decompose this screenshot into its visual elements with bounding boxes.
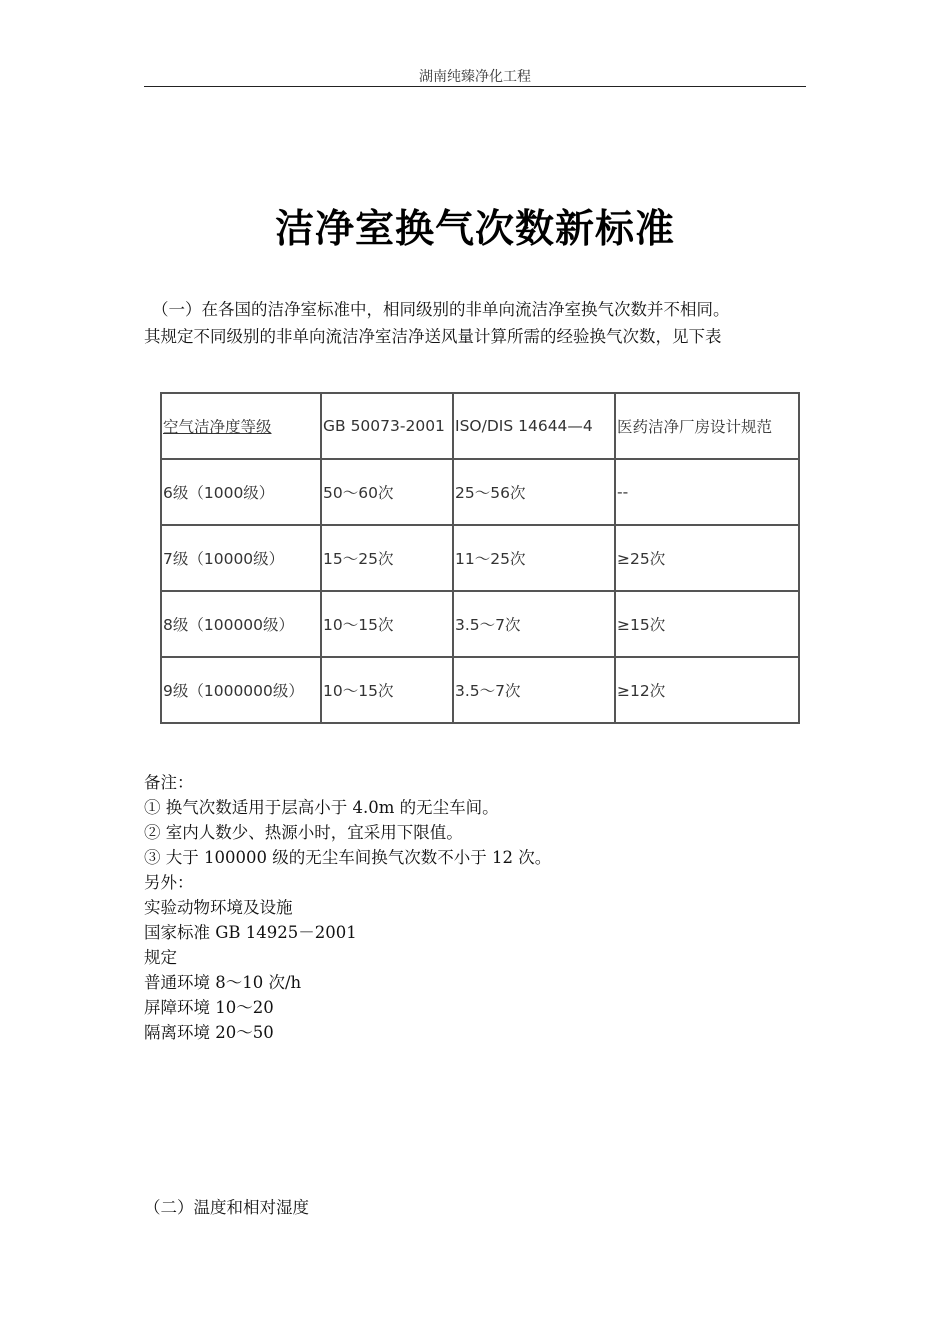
table-header-cell: 空气洁净度等级 [161, 393, 321, 459]
table-cell: 11～25次 [453, 525, 615, 591]
table-header-cell: GB 50073-2001 [321, 393, 453, 459]
table-cell: ≥25次 [615, 525, 799, 591]
page-title: 洁净室换气次数新标准 [274, 207, 675, 252]
table-cell: 3.5～7次 [453, 657, 615, 723]
note-item: ③ 大于 100000 级的无尘车间换气次数不小于 12 次。 [144, 848, 552, 867]
air-change-table [160, 392, 800, 724]
table-cell: -- [615, 459, 799, 525]
table-cell: 15～25次 [321, 525, 453, 591]
page-header: 湖南纯臻净化工程 [419, 69, 531, 85]
notes-line: 普通环境 8～10 次/h [144, 973, 302, 992]
table-cell: 10～15次 [321, 591, 453, 657]
note-item: ① 换气次数适用于层高小于 4.0m 的无尘车间。 [144, 798, 499, 817]
notes-line: 另外： [144, 873, 194, 892]
notes-block [144, 770, 784, 1045]
note-item: ② 室内人数少、热源小时，宜采用下限值。 [144, 823, 463, 842]
notes-line: 国家标准 GB 14925－2001 [144, 923, 357, 942]
air-change-table-image [160, 392, 800, 724]
table-row [161, 591, 799, 657]
table-header-cell: ISO/DIS 14644—4 [453, 393, 615, 459]
notes-heading: 备注： [144, 773, 194, 792]
table-cell: ≥12次 [615, 657, 799, 723]
header-divider [144, 86, 806, 87]
table-header-cell: 医药洁净厂房设计规范 [615, 393, 799, 459]
table-cell: 8级（100000级） [161, 591, 321, 657]
table-row [161, 657, 799, 723]
intro-line-1: （一）在各国的洁净室标准中，相同级别的非单向流洁净室换气次数并不相同。 [152, 300, 730, 319]
table-cell: 50～60次 [321, 459, 453, 525]
intro-paragraph [144, 296, 824, 350]
table-cell: 3.5～7次 [453, 591, 615, 657]
table-cell: 7级（10000级） [161, 525, 321, 591]
table-row [161, 459, 799, 525]
notes-line: 隔离环境 20～50 [144, 1023, 274, 1042]
section-heading-2: （二）温度和相对湿度 [144, 1198, 309, 1217]
notes-line: 规定 [144, 948, 177, 967]
table-cell: 6级（1000级） [161, 459, 321, 525]
table-cell: 25～56次 [453, 459, 615, 525]
table-row [161, 525, 799, 591]
table-header-row [161, 393, 799, 459]
intro-line-2: 其规定不同级别的非单向流洁净室洁净送风量计算所需的经验换气次数，见下表 [144, 327, 722, 346]
notes-line: 屏障环境 10～20 [144, 998, 274, 1017]
table-cell: 10～15次 [321, 657, 453, 723]
notes-line: 实验动物环境及设施 [144, 898, 293, 917]
table-cell: 9级（1000000级） [161, 657, 321, 723]
table-cell: ≥15次 [615, 591, 799, 657]
